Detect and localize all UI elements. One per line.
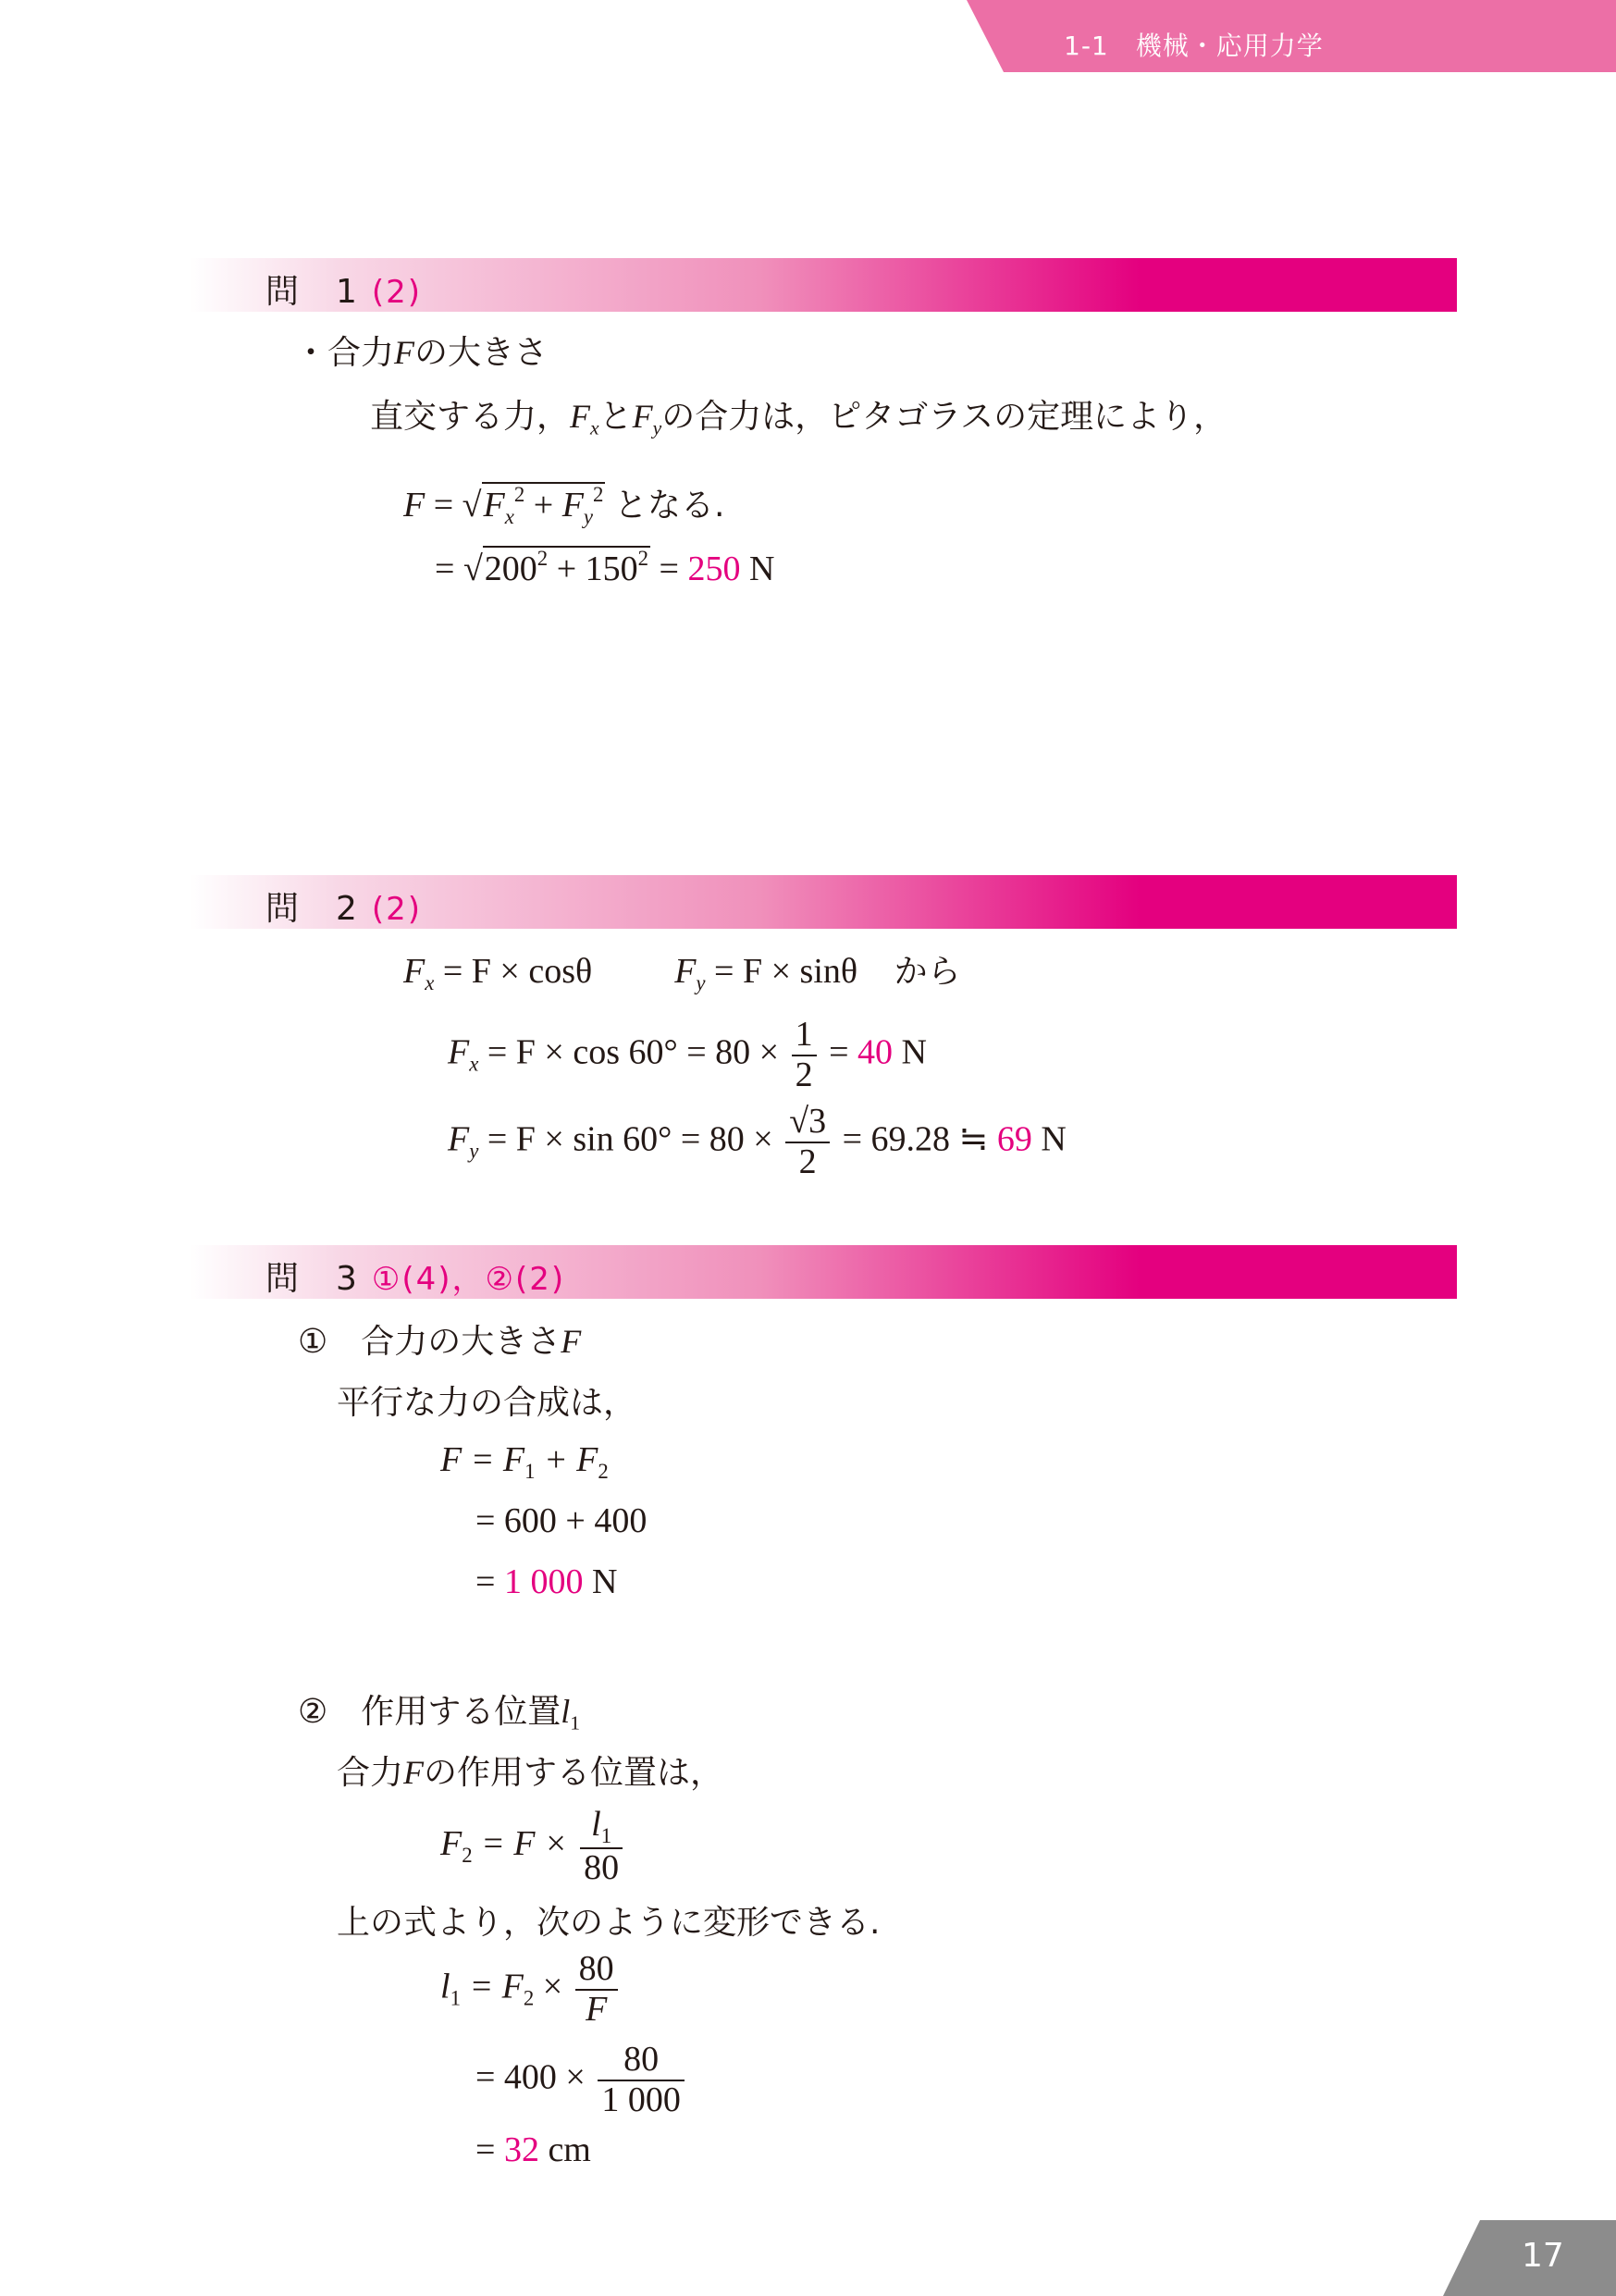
question-3-bar [190, 1245, 1457, 1299]
q1-eq2-plus: + [556, 549, 577, 588]
question-2-number: 問 2 [265, 890, 359, 928]
q1-eq1-lhs: F [403, 486, 426, 525]
q3-p2-equation-4 [475, 2129, 591, 2170]
q2-eqx-lhs: F [448, 1032, 470, 1072]
q1-eq2-root-sign: √ [463, 549, 483, 588]
q3-p2-eq1-lhs: F [440, 1824, 463, 1864]
q2-eqy-fraction [785, 1103, 830, 1182]
q1-expl-b: と [598, 398, 633, 436]
q3-p2-eq1-lhs-sub: 2 [462, 1844, 473, 1868]
q3-p1-eq1-s2: 2 [598, 1459, 609, 1483]
q1-eq2-b: 150 [585, 549, 638, 588]
q3-p1-eq1-mid: + F [535, 1440, 598, 1479]
q1-eq1-radicand [482, 482, 606, 528]
q1-eq1-tail: となる. [613, 487, 725, 525]
q1-expl-fx: F [570, 398, 591, 435]
q1-eq1-fx-sup: 2 [513, 483, 525, 507]
q3-p2-eq2-mid-sub: 2 [523, 1986, 535, 2010]
q3-p1-eq1-a: F = F [440, 1440, 525, 1479]
q3-p1-equation-2: = 600 + 400 [475, 1501, 648, 1540]
q1-answer-value: 250 [687, 549, 741, 588]
q3-p2-eq3-numerator: 80 [598, 2041, 685, 2081]
question-1-answer: (2) [371, 274, 423, 311]
q3-p2-eq1-mid: = F × [481, 1824, 568, 1864]
q1-eq2-a: 200 [484, 549, 537, 588]
q1-eq2-radicand [483, 546, 650, 588]
q1-eq2-b-sup: 2 [637, 547, 649, 570]
section-header: 1-1 機械・応用力学 [1064, 31, 1324, 61]
q3-p2-eq3-mid: = 400 × [475, 2057, 586, 2097]
q2-fx-answer-value: 40 [857, 1032, 893, 1072]
q2-eqx-eq: = [829, 1032, 849, 1072]
q3-p2-equation-2 [440, 1950, 622, 2030]
q3-p2-head-var: l [561, 1693, 571, 1730]
q3-p1-answer-unit: N [591, 1562, 618, 1601]
q2-eqx-denominator: 2 [795, 1055, 813, 1094]
q1-expl-c: の合力は，ピタゴラスの定理により， [661, 398, 1227, 436]
q2-eqy-numerator: √3 [785, 1103, 830, 1143]
q3-p2-equation-1 [440, 1806, 626, 1888]
q2-equation-fx [448, 1016, 927, 1095]
q3-p2-text1-b: の作用する位置は， [424, 1754, 724, 1792]
q1-eq2-eq2: = [659, 549, 679, 588]
q3-p2-eq2-lhs-sub: 1 [450, 1986, 461, 2010]
q1-expl-fx-sub: x [590, 416, 599, 439]
q2-def-fx-sub: x [425, 970, 435, 994]
q3-p2-eq1-num-var: l [591, 1805, 601, 1844]
q3-p2-text1-a: 合力 [337, 1754, 404, 1792]
q3-p2-head-sub: 1 [570, 1711, 581, 1734]
q2-eqx-numerator: 1 [792, 1016, 817, 1056]
q2-eqx-fraction [792, 1016, 817, 1095]
question-1-number: 問 1 [265, 273, 359, 311]
q2-def-fx-rhs: = F × cosθ [442, 952, 593, 991]
q2-def-tail: から [894, 953, 961, 991]
q1-equation-1 [403, 479, 724, 528]
q3-p2-answer-value: 32 [503, 2130, 539, 2169]
q1-eq1-plus: + [533, 486, 554, 525]
q1-item-text: ・合力 [294, 334, 395, 372]
q1-expl-fy: F [632, 398, 653, 435]
q3-p2-eq1-numerator [580, 1806, 623, 1849]
question-2-label [265, 883, 422, 930]
question-3-answer: ①(4)，②(2) [371, 1261, 566, 1298]
q1-eq1-fy: F [561, 486, 584, 525]
q1-eq1-root-sign: √ [462, 486, 482, 525]
question-1-bar [190, 258, 1457, 312]
q2-eqx-lhs-sub: x [469, 1052, 479, 1076]
question-2-bar [190, 875, 1457, 929]
q3-p2-eq2-mid: = F [469, 1967, 524, 2006]
q3-p2-eq1-num-sub: 1 [600, 1823, 612, 1847]
q3-p1-answer-value: 1 000 [503, 1562, 584, 1601]
q3-p2-eq2-numerator: 80 [575, 1950, 618, 1991]
q2-eqy-mid: = F × sin 60° = 80 × [487, 1119, 773, 1159]
q1-eq1-fx-sub: x [504, 504, 514, 528]
q2-equation-fy [448, 1103, 1067, 1182]
q2-def-fx: F [403, 952, 426, 991]
q3-p2-eq1-fraction [580, 1806, 623, 1888]
q1-eq1-fy-sup: 2 [593, 483, 604, 507]
q3-part2-text-2: 上の式より，次のように変形できる. [337, 1904, 881, 1942]
q2-def-fy-rhs: = F × sinθ [714, 952, 858, 991]
q1-expl-a: 直交する力， [370, 398, 571, 436]
q1-eq1-eq: = [433, 486, 454, 525]
q3-p1-equation-3 [475, 1562, 617, 1602]
q1-answer-unit: N [748, 549, 775, 588]
q3-p2-eq2-denominator: F [586, 1989, 608, 2029]
q3-part2-text-1 [337, 1747, 723, 1794]
question-3-label [265, 1253, 565, 1300]
q1-item-var: F [394, 334, 415, 371]
q2-fx-answer-unit: N [901, 1032, 927, 1072]
q3-p2-eq2-fraction [575, 1950, 618, 2030]
q1-eq1-fx: F [483, 486, 505, 525]
question-3-number: 問 3 [265, 1260, 359, 1298]
q3-p1-head-var: F [561, 1323, 582, 1360]
q3-p1-eq3-eq: = [475, 1562, 496, 1601]
q3-p1-head-text: ① 合力の大きさ [298, 1323, 561, 1361]
q3-part2-heading [298, 1685, 580, 1735]
q3-p2-text1-var: F [403, 1754, 425, 1791]
q3-p1-eq1-s1: 1 [524, 1459, 536, 1483]
q2-definitions [403, 945, 961, 995]
q3-p2-answer-unit: cm [548, 2130, 591, 2169]
q2-eqx-mid: = F × cos 60° = 80 × [487, 1032, 780, 1072]
q3-part1-text: 平行な力の合成は， [337, 1384, 637, 1422]
q1-eq2-eq: = [435, 549, 455, 588]
q3-p2-eq4-eq: = [475, 2130, 496, 2169]
question-2-answer: (2) [371, 891, 423, 928]
q2-fy-answer-value: 69 [996, 1119, 1032, 1159]
q1-equation-2 [435, 546, 774, 589]
q2-eqy-lhs-sub: y [469, 1139, 479, 1163]
q2-eqy-denominator: 2 [798, 1142, 817, 1181]
q1-eq2-a-sup: 2 [537, 547, 549, 570]
q3-p2-equation-3 [475, 2041, 688, 2120]
q2-def-fy: F [674, 952, 697, 991]
q1-item-rest: の大きさ [414, 334, 549, 372]
q2-fy-answer-unit: N [1041, 1119, 1067, 1159]
q3-p2-head-text: ② 作用する位置 [298, 1693, 561, 1731]
page-number: 17 [1522, 2237, 1564, 2275]
q2-eqy-lhs: F [448, 1119, 470, 1159]
q2-def-fy-sub: y [696, 970, 706, 994]
q1-explanation [370, 390, 1227, 440]
q3-p2-eq2-lhs: l [440, 1967, 450, 2006]
q2-eqy-approx: = 69.28 ≒ [842, 1119, 989, 1159]
q3-p2-eq3-fraction [598, 2041, 685, 2120]
q3-p2-eq1-denominator: 80 [584, 1848, 620, 1888]
q1-expl-fy-sub: y [652, 416, 662, 439]
q3-part1-heading [298, 1315, 581, 1363]
question-1-label [265, 265, 422, 313]
q1-item [294, 327, 548, 374]
q3-p2-eq3-denominator: 1 000 [601, 2080, 681, 2119]
q3-p1-equation-1 [440, 1439, 609, 1484]
q3-p2-eq2-times: × [542, 1967, 563, 2006]
q1-eq1-fy-sub: y [583, 504, 594, 528]
